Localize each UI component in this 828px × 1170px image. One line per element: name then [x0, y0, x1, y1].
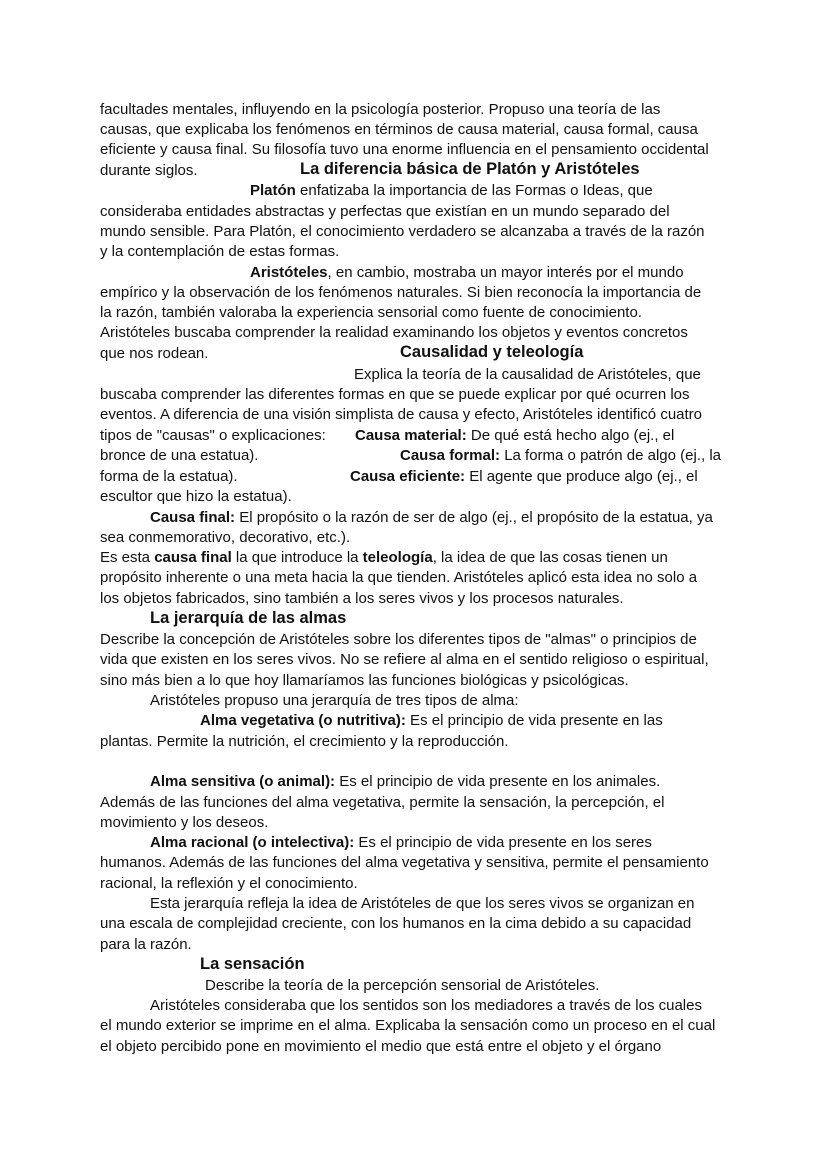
text-segment — [100, 488, 292, 506]
heading-text: La jerarquía de las almas — [150, 609, 347, 627]
text-segment — [205, 977, 599, 995]
text-segment — [100, 936, 192, 954]
body-text: Describe la concepción de Aristóteles sobre los diferentes tipos de "almas" o principios de — [100, 631, 697, 648]
body-text: la razón, también valoraba la experiencia sensorial como fuente de conocimiento. — [100, 304, 642, 321]
text-segment — [100, 345, 208, 363]
text-segment — [150, 509, 713, 527]
body-text: que nos rodean. — [100, 345, 209, 362]
text-segment — [100, 631, 697, 649]
text-segment — [100, 203, 670, 221]
text-segment — [250, 264, 684, 282]
body-text: El agente que produce algo (ej., el — [465, 468, 698, 485]
text-segment — [400, 447, 721, 465]
bold-term: Causa formal: — [400, 447, 501, 464]
text-segment — [100, 223, 705, 241]
body-text: humanos. Además de las funciones del alma vegetativa y sensitiva, permite el pensamiento — [100, 854, 709, 871]
text-segment — [100, 915, 691, 933]
text-segment — [100, 651, 709, 669]
body-text: el mundo exterior se imprime en el alma. Explicaba la sensación como un proceso en el cual — [100, 1017, 716, 1034]
bold-term: Causa material: — [355, 427, 467, 444]
body-text: Es el principio de vida presente en los animales. — [335, 773, 661, 790]
body-text: el objeto percibido pone en movimiento el medio que está entre el objeto y el órgano — [100, 1038, 662, 1055]
text-segment — [100, 324, 688, 342]
heading-text: Causalidad y teleología — [400, 343, 584, 361]
body-text: durante siglos. — [100, 162, 198, 179]
text-segment — [150, 834, 652, 852]
body-text: El propósito o la razón de ser de algo (ej., el propósito de la estatua, ya — [235, 509, 713, 526]
body-text: vida que existen en los seres vivos. No se refiere al alma en el sentido religioso o espiritual, — [100, 651, 709, 668]
section-heading — [400, 343, 583, 362]
body-text: De qué está hecho algo (ej., el — [466, 427, 675, 444]
body-text: enfatizaba la importancia de las Formas o Ideas, que — [295, 182, 653, 199]
body-text: eventos. A diferencia de una visión simplista de causa y efecto, Aristóteles identificó cuatro — [100, 406, 703, 423]
body-text: Aristóteles buscaba comprender la realidad examinando los objetos y eventos concretos — [100, 324, 688, 341]
text-segment — [100, 549, 668, 567]
text-segment — [355, 427, 674, 445]
text-segment — [100, 590, 624, 608]
body-text: , en cambio, mostraba un mayor interés por el mundo — [327, 264, 684, 281]
body-text: facultades mentales, influyendo en la psicología posterior. Propuso una teoría de las — [100, 101, 661, 118]
text-segment — [100, 875, 358, 893]
text-segment — [150, 773, 660, 791]
bold-term: teleología — [362, 549, 433, 566]
body-text: consideraba entidades abstractas y perfectas que existían en un mundo separado del — [100, 203, 670, 220]
body-text: sea conmemorativo, decorativo, etc.). — [100, 529, 351, 546]
section-heading — [150, 609, 346, 628]
body-text: buscaba comprender las diferentes formas en que se puede explicar por qué ocurren los — [100, 386, 690, 403]
text-segment — [100, 243, 339, 261]
body-text: Es esta — [100, 549, 155, 566]
text-segment — [150, 997, 702, 1015]
text-segment — [150, 895, 694, 913]
text-segment — [100, 304, 642, 322]
body-text: los objetos fabricados, sino también a los seres vivos y los procesos naturales. — [100, 590, 624, 607]
body-text: y la contemplación de estas formas. — [100, 243, 340, 260]
text-segment — [100, 529, 350, 547]
text-segment — [150, 692, 519, 710]
text-segment — [354, 366, 701, 384]
text-segment — [100, 406, 702, 424]
text-segment — [350, 468, 698, 486]
text-segment — [100, 427, 326, 445]
body-text: Aristóteles consideraba que los sentidos son los mediadores a través de los cuales — [150, 997, 702, 1014]
body-text: empírico y la observación de los fenómenos naturales. Si bien reconocía la importancia de — [100, 284, 702, 301]
text-segment — [100, 468, 238, 486]
text-segment — [100, 569, 697, 587]
body-text: escultor que hizo la estatua). — [100, 488, 292, 505]
body-text: La forma o patrón de algo (ej., la — [500, 447, 721, 464]
body-text: movimiento y los deseos. — [100, 814, 269, 831]
body-text: una escala de complejidad creciente, con los humanos en la cima debido a su capacidad — [100, 915, 692, 932]
text-segment — [200, 712, 663, 730]
heading-text: La diferencia básica de Platón y Aristóteles — [300, 160, 640, 178]
body-text: causas, que explicaba los fenómenos en términos de causa material, causa formal, causa — [100, 121, 698, 138]
text-segment — [100, 733, 509, 751]
bold-term: Aristóteles — [250, 264, 328, 281]
bold-term: Causa eficiente: — [350, 468, 466, 485]
body-text: para la razón. — [100, 936, 192, 953]
text-segment — [100, 794, 665, 812]
text-segment — [100, 121, 698, 139]
body-text: bronce de una estatua). — [100, 447, 259, 464]
body-text: racional, la reflexión y el conocimiento. — [100, 875, 358, 892]
bold-term: causa final — [154, 549, 232, 566]
section-heading — [200, 955, 305, 974]
text-segment — [100, 141, 709, 159]
body-text: Es el principio de vida presente en las — [405, 712, 663, 729]
bold-term: Alma vegetativa (o nutritiva): — [200, 712, 406, 729]
body-text: Además de las funciones del alma vegetativa, permite la sensación, la percepción, el — [100, 794, 665, 811]
text-segment — [100, 814, 268, 832]
body-text: sino más bien a lo que hoy llamaríamos las funciones biológicas y psicológicas. — [100, 672, 629, 689]
text-segment — [100, 284, 701, 302]
bold-term: Causa final: — [150, 509, 236, 526]
body-text: forma de la estatua). — [100, 468, 238, 485]
body-text: plantas. Permite la nutrición, el crecimiento y la reproducción. — [100, 733, 509, 750]
body-text: propósito inherente o una meta hacia la que tienden. Aristóteles aplicó esta idea no solo a — [100, 569, 698, 586]
bold-term: Alma sensitiva (o animal): — [150, 773, 336, 790]
text-segment — [100, 447, 258, 465]
bold-term: Alma racional (o intelectiva): — [150, 834, 355, 851]
section-heading — [300, 160, 640, 179]
text-segment — [100, 1038, 661, 1056]
body-text: mundo sensible. Para Platón, el conocimiento verdadero se alcanzaba a través de la razón — [100, 223, 705, 240]
text-segment — [100, 386, 690, 404]
body-text: Es el principio de vida presente en los seres — [354, 834, 652, 851]
body-text: la que introduce la — [231, 549, 363, 566]
text-segment — [100, 162, 198, 180]
body-text: , la idea de que las cosas tienen un — [432, 549, 668, 566]
bold-term: Platón — [250, 182, 296, 199]
body-text: tipos de "causas" o explicaciones: — [100, 427, 326, 444]
text-segment — [250, 182, 653, 200]
text-segment — [100, 854, 709, 872]
body-text: Aristóteles propuso una jerarquía de tres tipos de alma: — [150, 692, 519, 709]
body-text: Describe la teoría de la percepción sensorial de Aristóteles. — [205, 977, 600, 994]
body-text: eficiente y causa final. Su filosofía tuvo una enorme influencia en el pensamiento occidental — [100, 141, 709, 158]
heading-text: La sensación — [200, 955, 305, 973]
text-segment — [100, 101, 660, 119]
text-segment — [100, 672, 629, 690]
body-text: Esta jerarquía refleja la idea de Aristóteles de que los seres vivos se organizan en — [150, 895, 695, 912]
text-segment — [100, 1017, 715, 1035]
body-text: Explica la teoría de la causalidad de Aristóteles, que — [354, 366, 701, 383]
